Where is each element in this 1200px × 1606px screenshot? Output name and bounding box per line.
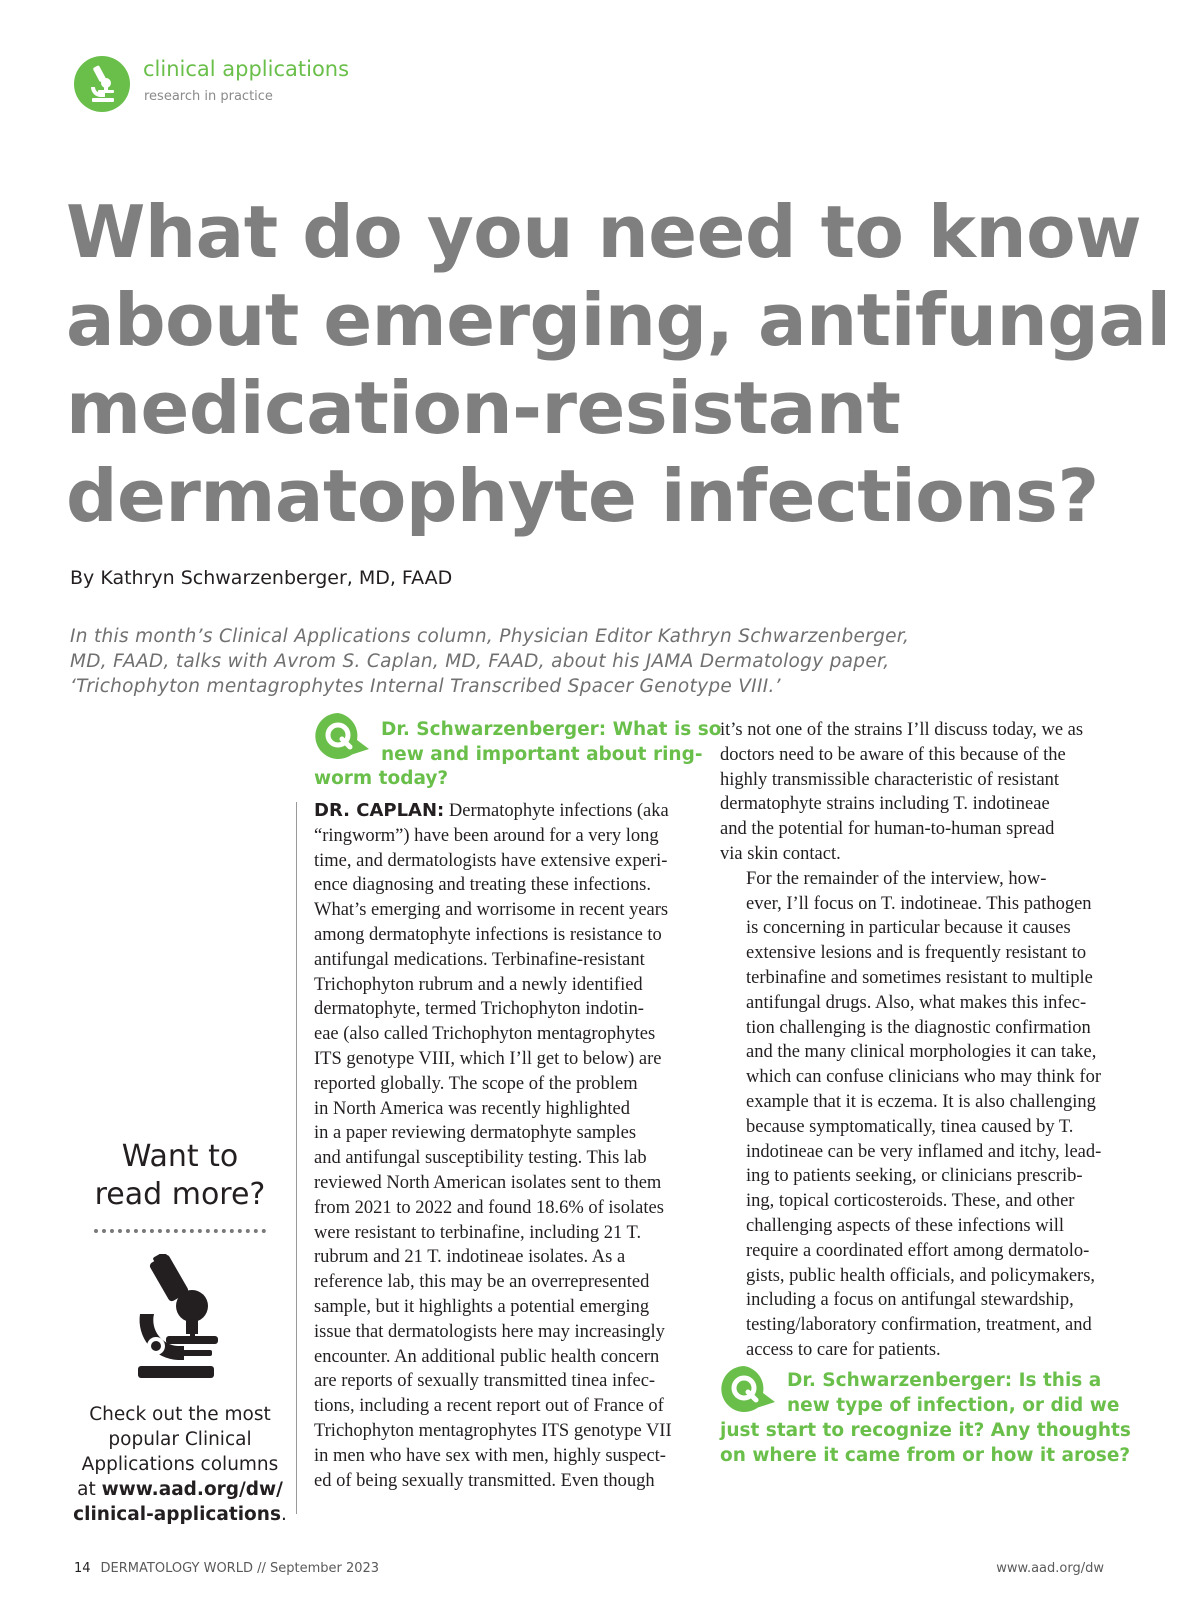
text-line: ever, I’ll focus on T. indotineae. This pathogen [746, 893, 1092, 914]
answer-1-continued [720, 718, 1120, 1363]
text-line: Trichophyton mentagrophytes ITS genotype VII [314, 1420, 672, 1441]
question-1-tail [314, 766, 448, 791]
text-line: because symptomatically, tinea caused by T. [746, 1116, 1074, 1137]
text-line: dermatophyte strains including T. indotineae [720, 794, 1050, 815]
microscope-icon [132, 1254, 224, 1382]
text-line: access to care for patients. [746, 1339, 941, 1360]
text-line: in a paper reviewing dermatophyte samples [314, 1123, 637, 1144]
text-line: are reports of sexually transmitted tinea infec- [314, 1371, 656, 1392]
question-line: just start to recognize it? Any thoughts [720, 1420, 1131, 1441]
column3-para2 [720, 867, 1120, 1363]
text-line: gists, public health officials, and policymakers, [746, 1265, 1096, 1286]
text-line: time, and dermatologists have extensive experi- [314, 850, 668, 871]
section-title: clinical applications [143, 57, 350, 81]
text-line: and antifungal susceptibility testing. This lab [314, 1148, 647, 1169]
text-line: highly transmissible characteristic of resistant [720, 769, 1060, 790]
text-line: reported globally. The scope of the problem [314, 1073, 638, 1094]
text-line: reviewed North American isolates sent to them [314, 1172, 662, 1193]
text-line: rubrum and 21 T. indotineae isolates. As a [314, 1247, 626, 1268]
question-line: new type of infection, or did we [787, 1395, 1120, 1416]
text-line: from 2021 to 2022 and found 18.6% of isolates [314, 1197, 664, 1218]
text-line: Trichophyton rubrum and a newly identified [314, 974, 643, 995]
text-line: ed of being sexually transmitted. Even though [314, 1470, 655, 1491]
question-2-tail [720, 1418, 1131, 1468]
text-line: tions, including a recent report out of France of [314, 1396, 664, 1417]
text-line: What’s emerging and worrisome in recent years [314, 900, 669, 921]
text-line: tion challenging is the diagnostic confirmation [746, 1017, 1091, 1038]
text-line: challenging aspects of these infections will [746, 1215, 1065, 1236]
sidebar-link[interactable]: www.aad.org/dw/ [101, 1479, 283, 1500]
column3-para1 [720, 718, 1120, 867]
text-line: extensive lesions and is frequently resistant to [746, 943, 1087, 964]
text-line: it’s not one of the strains I’ll discuss today, we as [720, 720, 1084, 740]
question-line: Dr. Schwarzenberger: What is so [381, 719, 722, 740]
sidebar-text [70, 1402, 290, 1527]
text-line: antifungal drugs. Also, what makes this infec- [746, 992, 1087, 1013]
text-line: testing/laboratory confirmation, treatment, and [746, 1315, 1092, 1336]
text-line: For the remainder of the interview, how- [746, 868, 1047, 889]
intro-line: MD, FAAD, talks with Avrom S. Caplan, MD, FAAD, about his JAMA Dermatology paper, [70, 651, 890, 672]
question-line: Dr. Schwarzenberger: Is this a [787, 1370, 1102, 1391]
headline-line: medication-resistant [66, 366, 901, 450]
intro-line: In this month’s Clinical Applications column, Physician Editor Kathryn Schwarzenberger, [70, 626, 910, 647]
text-line: were resistant to terbinafine, including 21 T. [314, 1222, 642, 1243]
text-line: in North America was recently highlighted [314, 1098, 630, 1119]
answer-lines [314, 824, 710, 1494]
text-line: indotineae can be very inflamed and itchy, lead- [746, 1141, 1102, 1162]
text-line: eae (also called Trichophyton mentagrophytes [314, 1024, 656, 1045]
text-line: encounter. An additional public health concern [314, 1346, 660, 1367]
sidebar-heading-line: read more? [94, 1177, 266, 1212]
footer-url[interactable]: www.aad.org/dw [996, 1561, 1104, 1576]
sidebar-text-prefix: at [77, 1479, 102, 1500]
intro-line: ‘Trichophyton mentagrophytes Internal Transcribed Spacer Genotype VIII.’ [70, 676, 781, 697]
question-q-icon [313, 711, 371, 761]
section-badge [74, 56, 130, 112]
article-headline [66, 188, 1171, 540]
text-line: example that it is eczema. It is also challenging [746, 1091, 1096, 1112]
intro-paragraph [70, 624, 1150, 699]
text-line: ence diagnosing and treating these infections. [314, 875, 652, 896]
text-line: require a coordinated effort among dermatolo- [746, 1240, 1090, 1261]
headline-line: about emerging, antifungal [66, 278, 1171, 362]
text-line: ITS genotype VIII, which I’ll get to below) are [314, 1048, 662, 1069]
question-line: new and important about ring- [381, 744, 703, 765]
sidebar-url-line [70, 1477, 290, 1502]
question-q-icon [719, 1364, 777, 1414]
text-line: ing to patients seeking, or clinicians prescrib- [746, 1166, 1083, 1187]
footer-publication [74, 1561, 379, 1576]
sidebar-text-suffix: . [280, 1504, 287, 1525]
question-line: worm today? [314, 768, 449, 789]
sidebar-text-line: Check out the most [89, 1404, 271, 1425]
text-line: reference lab, this may be an overrepresented [314, 1272, 650, 1293]
sidebar-divider [296, 802, 297, 1514]
text-line: doctors need to be aware of this because of the [720, 744, 1066, 765]
question-2 [787, 1368, 1119, 1418]
text-line: antifungal medications. Terbinafine-resistant [314, 949, 645, 970]
text-line: is concerning in particular because it causes [746, 918, 1071, 939]
text-line: issue that dermatologists here may increasingly [314, 1321, 665, 1342]
publication-name: DERMATOLOGY WORLD // September 2023 [100, 1561, 380, 1576]
sidebar-text-line: popular Clinical [108, 1429, 252, 1450]
sidebar-url-line [70, 1502, 290, 1527]
text-line: sample, but it highlights a potential emerging [314, 1296, 650, 1317]
headline-line: What do you need to know [66, 190, 1142, 274]
sidebar-text-line: Applications columns [81, 1454, 279, 1475]
byline: By Kathryn Schwarzenberger, MD, FAAD [70, 567, 453, 589]
text-line: dermatophyte, termed Trichophyton indotin- [314, 999, 644, 1020]
text-line: and the many clinical morphologies it can take, [746, 1042, 1097, 1063]
sidebar-heading-line: Want to [121, 1139, 239, 1174]
text-line: and the potential for human-to-human spread [720, 819, 1055, 840]
answer-1-column [314, 799, 710, 1493]
text-line: in men who have sex with men, highly suspect- [314, 1445, 666, 1466]
headline-line: dermatophyte infections? [66, 454, 1099, 538]
dotted-divider [94, 1229, 266, 1233]
sidebar-heading [70, 1138, 290, 1214]
text-line: terbinafine and sometimes resistant to multiple [746, 967, 1093, 988]
text-line: which can confuse clinicians who may think for [746, 1067, 1101, 1088]
question-line: on where it came from or how it arose? [720, 1445, 1131, 1466]
text-line: among dermatophyte infections is resistance to [314, 924, 662, 945]
page-number: 14 [74, 1561, 91, 1576]
question-1 [381, 717, 721, 767]
text-line: including a focus on antifungal stewardship, [746, 1290, 1074, 1311]
microscope-icon [84, 64, 120, 104]
text-line: “ringworm”) have been around for a very long [314, 825, 659, 846]
answer-line [314, 799, 710, 824]
text-line: ing, topical corticosteroids. These, and other [746, 1191, 1075, 1212]
answer-text: Dermatophyte infections (aka [444, 801, 669, 821]
section-subtitle: research in practice [144, 89, 273, 104]
speaker-label: DR. CAPLAN: [314, 800, 445, 821]
sidebar-link[interactable]: clinical-applications [73, 1504, 281, 1525]
text-line: via skin contact. [720, 843, 841, 864]
